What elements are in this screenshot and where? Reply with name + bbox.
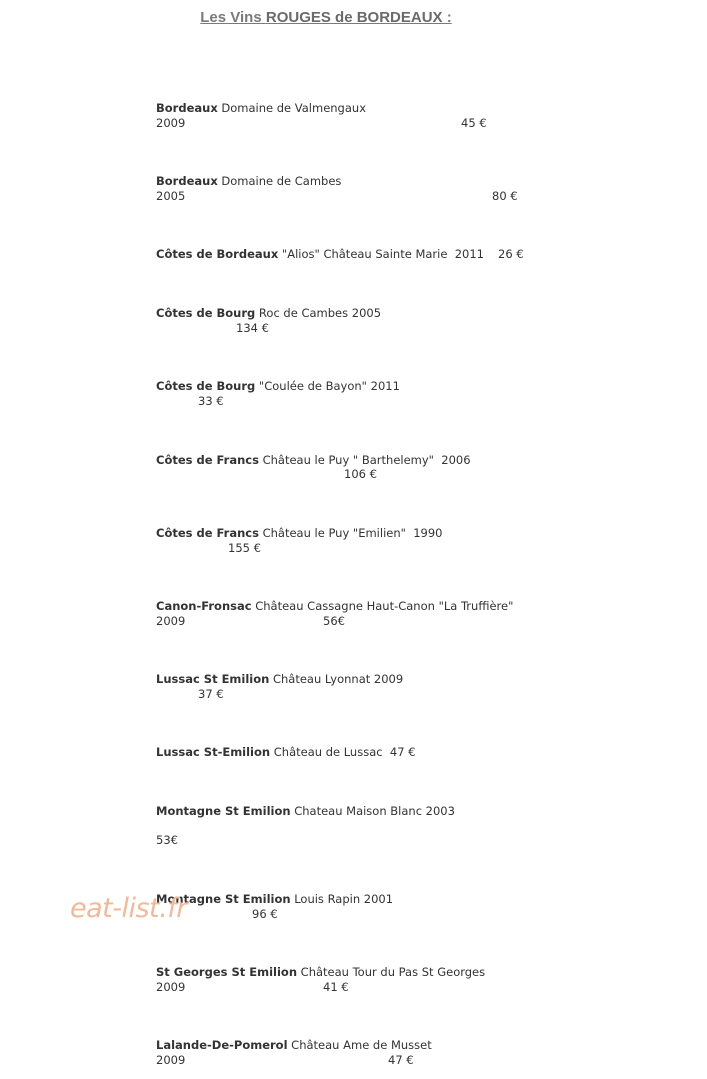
wine-year: 2009 — [156, 116, 186, 130]
wine-name: Château Cassagne Haut-Canon "La Truffière" — [251, 599, 514, 613]
wine-price: 41 € — [323, 980, 349, 994]
title-highlight: ROUGES de BORDEAUX — [265, 9, 443, 26]
wine-name: Château Ame de Musset — [287, 1038, 432, 1052]
wine-entry-heading — [156, 745, 415, 759]
wine-name: Louis Rapin 2001 — [290, 892, 394, 906]
wine-year: 2009 — [156, 980, 186, 994]
wine-name: Château le Puy " Barthelemy" 2006 — [258, 453, 471, 467]
wine-entry-heading — [156, 174, 341, 188]
wine-price: 56€ — [323, 614, 345, 628]
wine-price: 80 € — [492, 189, 518, 203]
wine-year: 2005 — [156, 189, 186, 203]
wine-price: 106 € — [344, 467, 377, 481]
wine-year: 2009 — [156, 614, 186, 628]
wine-entry-heading — [156, 101, 366, 115]
wine-appellation: Lussac St-Emilion — [156, 745, 271, 759]
wine-price: 47 € — [388, 1053, 414, 1067]
title-suffix: : — [442, 9, 452, 26]
wine-price: 26 € — [498, 247, 524, 261]
wine-entry-heading — [156, 804, 455, 818]
wine-price: 33 € — [198, 394, 224, 408]
wine-appellation: Lussac St Emilion — [156, 672, 270, 686]
wine-entry-heading — [156, 599, 513, 613]
wine-appellation: Côtes de Bourg — [156, 379, 256, 393]
wine-appellation: Côtes de Bourg — [156, 306, 256, 320]
title-prefix: Les Vins — [200, 9, 266, 26]
wine-name: Domaine de Valmengaux — [217, 101, 366, 115]
wine-appellation: St Georges St Emilion — [156, 965, 298, 979]
wine-entry-heading — [156, 892, 393, 906]
wine-appellation: Bordeaux — [156, 174, 218, 188]
wine-entry-heading — [156, 1038, 432, 1052]
wine-appellation: Bordeaux — [156, 101, 218, 115]
wine-entry-heading — [156, 379, 400, 393]
wine-name: Domaine de Cambes — [217, 174, 342, 188]
wine-appellation: Canon-Fronsac — [156, 599, 252, 613]
wine-price: 96 € — [252, 907, 278, 921]
page-title — [0, 9, 652, 26]
watermark-logo: eat-list.fr — [70, 893, 187, 924]
wine-name: "Coulée de Bayon" 2011 — [255, 379, 400, 393]
wine-appellation: Côtes de Bordeaux — [156, 247, 279, 261]
wine-year: 2009 — [156, 1053, 186, 1067]
wine-appellation: Côtes de Francs — [156, 453, 259, 467]
wine-entry-heading — [156, 453, 471, 467]
wine-price: 134 € — [236, 321, 269, 335]
wine-name: Chateau Maison Blanc 2003 — [290, 804, 455, 818]
wine-appellation: Côtes de Francs — [156, 526, 259, 540]
wine-entry-heading — [156, 965, 485, 979]
wine-entry-heading — [156, 526, 443, 540]
wine-entry-heading — [156, 672, 403, 686]
wine-name: Château Tour du Pas St Georges — [297, 965, 486, 979]
wine-name: Château de Lussac 47 € — [270, 745, 416, 759]
wine-price: 37 € — [198, 687, 224, 701]
wine-appellation: Montagne St Emilion — [156, 892, 291, 906]
wine-price: 155 € — [228, 541, 261, 555]
wine-name: Château le Puy "Emilien" 1990 — [258, 526, 443, 540]
wine-appellation: Montagne St Emilion — [156, 804, 291, 818]
wine-name: Château Lyonnat 2009 — [269, 672, 404, 686]
wine-price: 53€ — [156, 833, 178, 847]
wine-name: Roc de Cambes 2005 — [255, 306, 382, 320]
wine-entry-heading — [156, 306, 381, 320]
wine-name: "Alios" Château Sainte Marie 2011 — [278, 247, 484, 261]
wine-price: 45 € — [461, 116, 487, 130]
wine-entry-heading — [156, 247, 484, 261]
wine-appellation: Lalande-De-Pomerol — [156, 1038, 288, 1052]
